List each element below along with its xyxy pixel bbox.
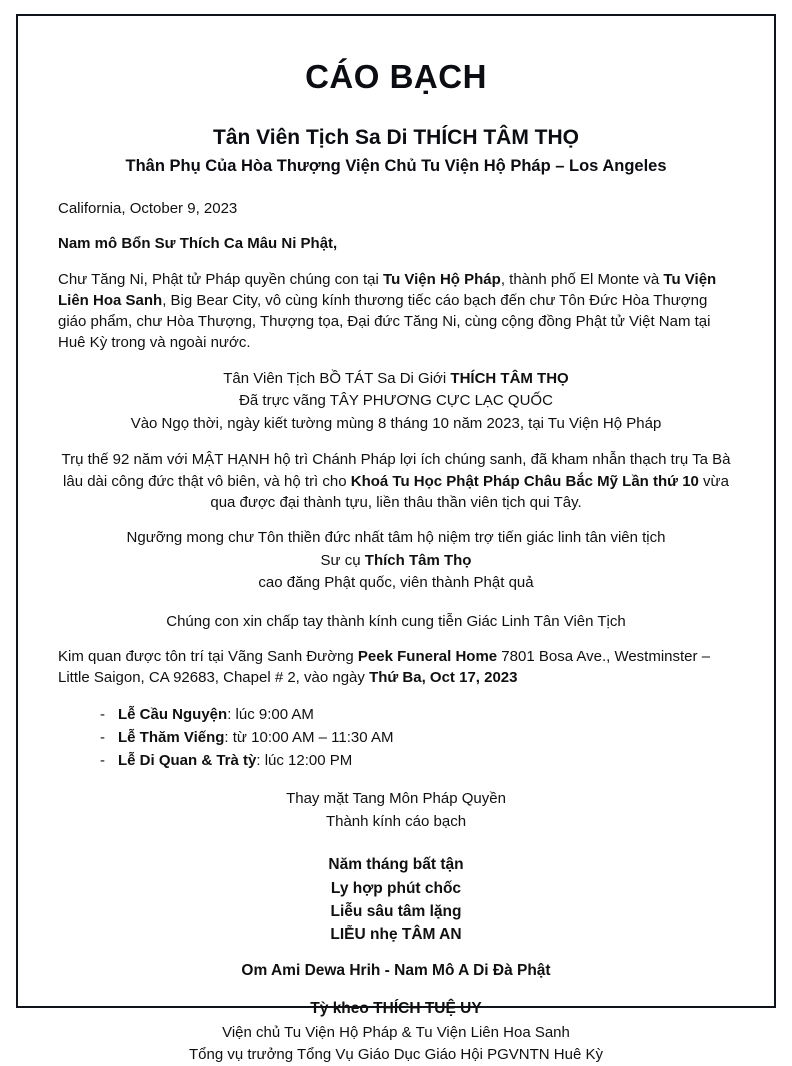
prayer-line-3: cao đăng Phật quốc, viên thành Phật quả: [258, 574, 534, 592]
paragraph-congregation-part-3: , Big Bear City, vô cùng kính thương tiếc cáo bạch đến chư Tôn Đức Hòa Thượng giáo phẩm, chư Hòa Thượng, Thượng tọa, Đại đức Tăng Ni, cùng cộng đồng Phật tử Việt Nam tại Huê Kỳ trong và ngoài nước.: [58, 291, 711, 352]
subtitle-deceased-name: Tân Viên Tịch Sa Di THÍCH TÂM THỌ: [213, 126, 579, 149]
list-dash: -: [100, 752, 105, 770]
schedule-label: Lễ Di Quan & Trà tỳ: [118, 752, 257, 770]
retreat-name: Khoá Tu Học Phật Pháp Châu Bắc Mỹ Lần thứ 10: [350, 472, 699, 490]
paragraph-life-summary: [58, 449, 734, 513]
block-prayer-request: [58, 527, 734, 595]
verse-line-3: Liễu sâu tâm lặng: [330, 902, 462, 920]
monastery-lien-hoa-sanh: Tu Viện Liên Hoa Sanh: [58, 270, 717, 309]
prayer-line-1: Ngưỡng mong chư Tôn thiền đức nhất tâm hộ niệm trợ tiến giác linh tân viên tịch: [126, 529, 666, 547]
paragraph-congregation: [58, 269, 734, 354]
list-item: [100, 749, 734, 772]
funeral-home-name: Peek Funeral Home: [357, 647, 498, 665]
monastery-ho-phap: Tu Viện Hộ Pháp: [383, 270, 501, 288]
schedule-detail: : lúc 12:00 PM: [256, 752, 353, 770]
paragraph-funeral-location: [58, 646, 734, 689]
mantra-line: Om Ami Dewa Hrih - Nam Mô A Di Đà Phật: [241, 962, 551, 980]
schedule-list: [58, 703, 734, 773]
dateline: California, October 9, 2023: [58, 200, 238, 217]
schedule-detail: : lúc 9:00 AM: [227, 705, 314, 723]
verse-line-4: LIỄU nhẹ TÂM AN: [330, 926, 462, 944]
signature-title-2: Tổng vụ trưởng Tổng Vụ Giáo Dục Giáo Hội PGVNTN Huê Kỳ: [189, 1046, 603, 1064]
life-summary-part-1: Trụ thế 92 năm với MẬT HẠNH hộ trì Chánh Pháp lợi ích chúng sanh, đã kham nhẫn thạch trụ Ta Bà lâu dài công đức thật vô biên, và hộ trì cho: [61, 451, 731, 490]
announcement-line-1-normal: Tân Viên Tịch BỒ TÁT Sa Di Giới: [223, 369, 451, 387]
funeral-location-part-2: 7801 Bosa Ave., Westminster – Little Saigon, CA 92683, Chapel # 2, vào ngày: [58, 647, 711, 687]
schedule-detail: : từ 10:00 AM – 11:30 AM: [224, 728, 394, 746]
list-dash: -: [100, 728, 105, 746]
block-announcement: [58, 368, 734, 436]
paragraph-congregation-part-2: , thành phố El Monte và: [500, 270, 664, 288]
memorial-verse: [58, 853, 734, 946]
list-item: [100, 726, 734, 749]
paragraph-farewell: Chúng con xin chấp tay thành kính cung tiễn Giác Linh Tân Viên Tịch: [166, 612, 626, 630]
prayer-monk-name: Thích Tâm Thọ: [364, 551, 472, 569]
block-closing: [58, 788, 734, 833]
schedule-label: Lễ Cầu Nguyện: [118, 705, 228, 723]
list-dash: -: [100, 705, 105, 723]
signature-title-1: Viện chủ Tu Viện Hộ Pháp & Tu Viện Liên Hoa Sanh: [222, 1024, 570, 1042]
prayer-line-2: [58, 550, 734, 573]
subtitle-relation: Thân Phụ Của Hòa Thượng Viện Chủ Tu Viện Hộ Pháp – Los Angeles: [125, 157, 667, 175]
verse-line-1: Năm tháng bất tận: [328, 856, 464, 874]
life-summary-part-2: vừa qua được đại thành tựu, liền thâu thần viên tịch qui Tây.: [210, 472, 729, 511]
closing-line-2: Thành kính cáo bạch: [325, 812, 467, 830]
signature-name: Tỳ kheo THÍCH TUỆ UY: [310, 1000, 482, 1018]
verse-line-2: Ly hợp phút chốc: [330, 879, 462, 897]
list-item: [100, 703, 734, 726]
page-title: CÁO BẠCH: [305, 58, 487, 95]
prayer-line-2-normal: Sư cụ: [320, 551, 365, 569]
closing-line-1: Thay mặt Tang Môn Pháp Quyền: [286, 790, 506, 808]
announcement-line-2: Đã trực vãng TÂY PHƯƠNG CỰC LẠC QUỐC: [239, 392, 553, 410]
schedule-label: Lễ Thăm Viếng: [118, 728, 225, 746]
document-border-frame: [16, 14, 776, 1064]
announcement-line-3: Vào Ngọ thời, ngày kiết tường mùng 8 tháng 10 năm 2023, tại Tu Viện Hộ Pháp: [130, 414, 662, 432]
invocation-line: Nam mô Bổn Sư Thích Ca Mâu Ni Phật,: [58, 235, 338, 253]
funeral-date: Thứ Ba, Oct 17, 2023: [369, 669, 518, 687]
announcement-line-1: [58, 368, 734, 391]
funeral-location-part-1: Kim quan được tôn trí tại Vãng Sanh Đường: [58, 647, 358, 665]
paragraph-congregation-part-1: Chư Tăng Ni, Phật tử Pháp quyền chúng con tại: [58, 270, 384, 288]
announcement-dharma-name: THÍCH TÂM THỌ: [450, 369, 569, 387]
